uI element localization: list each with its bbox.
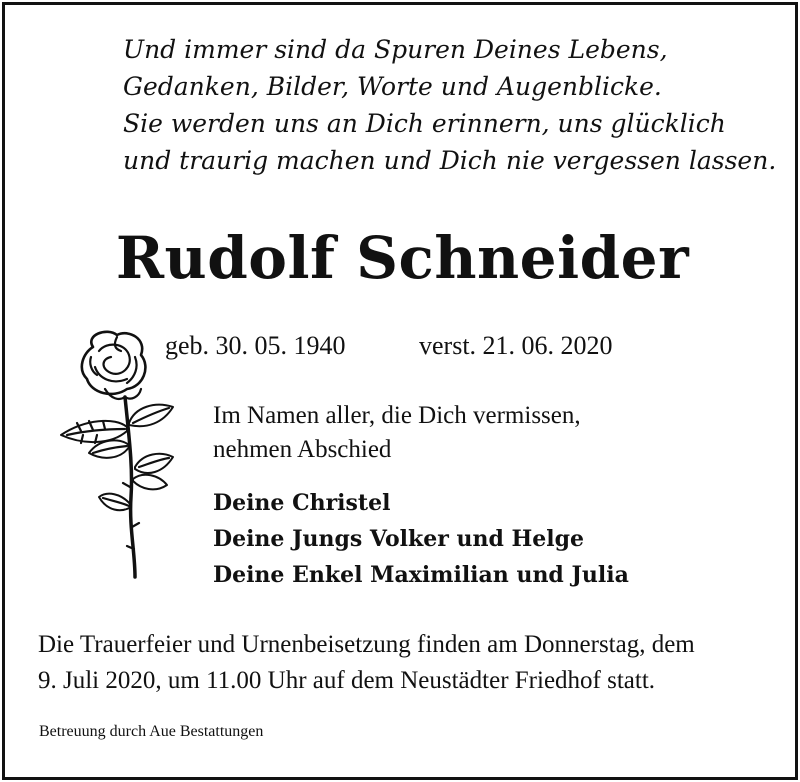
death-date: verst. 21. 06. 2020 <box>419 331 613 360</box>
poem-line: Sie werden uns an Dich erinnern, uns glücklich <box>123 109 726 138</box>
birth-date: geb. 30. 05. 1940 <box>165 331 346 360</box>
farewell-intro <box>213 399 581 467</box>
mourner-entry: Deine Enkel Maximilian und Julia <box>213 562 629 588</box>
mourner-entry: Deine Jungs Volker und Helge <box>213 526 585 552</box>
poem-line: Gedanken, Bilder, Worte und Augenblicke. <box>123 72 662 101</box>
memorial-poem <box>123 31 777 179</box>
undertaker-credit: Betreuung durch Aue Bestattungen <box>39 723 264 740</box>
rose-icon <box>55 327 185 579</box>
poem-line: Und immer sind da Spuren Deines Lebens, <box>123 35 668 64</box>
intro-line: nehmen Abschied <box>213 436 392 463</box>
intro-line: Im Namen aller, die Dich vermissen, <box>213 402 581 429</box>
ceremony-details <box>38 627 778 699</box>
mourner-entry: Deine Christel <box>213 490 391 516</box>
poem-line: und traurig machen und Dich nie vergessen lassen. <box>123 146 777 175</box>
obituary-notice <box>2 2 798 780</box>
ceremony-line: 9. Juli 2020, um 11.00 Uhr auf dem Neustädter Friedhof statt. <box>38 667 656 694</box>
ceremony-line: Die Trauerfeier und Urnenbeisetzung finden am Donnerstag, dem <box>38 631 695 658</box>
mourners-list <box>213 485 629 593</box>
deceased-name: Rudolf Schneider <box>115 224 690 292</box>
